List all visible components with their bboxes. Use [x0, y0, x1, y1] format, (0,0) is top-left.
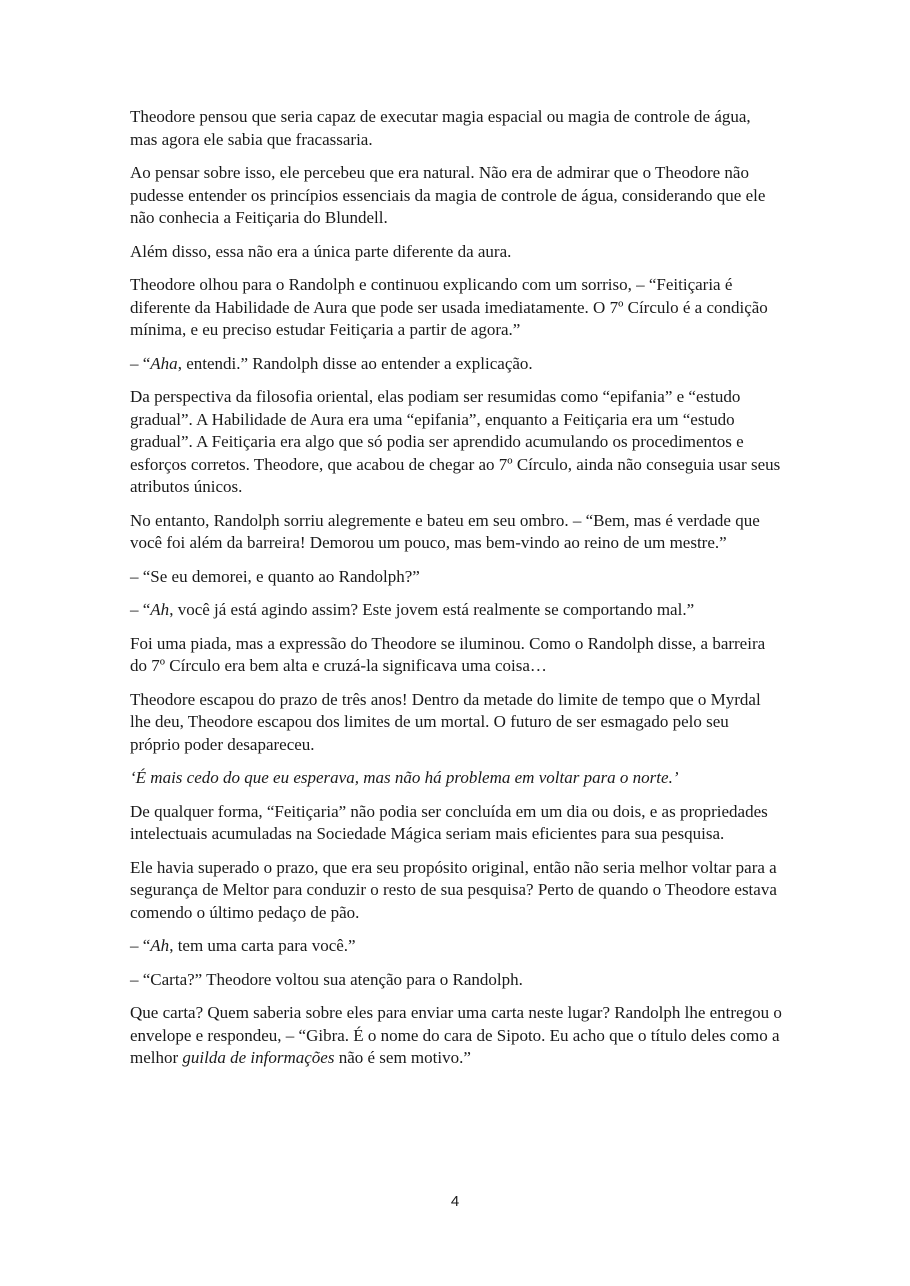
paragraph: Theodore pensou que seria capaz de executar magia espacial ou magia de controle de água, mas agora ele sabia que fracassaria. [130, 107, 751, 149]
paragraph: No entanto, Randolph sorriu alegremente e bateu em seu ombro. – “Bem, mas é verdade que você foi além da barreira! Demorou um pouco, mas bem-vindo ao reino de um mestre.” [130, 510, 760, 552]
paragraph: Da perspectiva da filosofia oriental, elas podiam ser resumidas como “epifania” e “estudo gradual”. A Habilidade de Aura era uma “epifania”, enquanto a Feitiçaria era um “estudo gradual”. A Feitiçaria era algo que só podia ser aprendido acumulando os procedimentos e esforços corretos. Theodore, que acabou de chegar ao 7º Círculo, ainda não conseguia usar seus atributos únicos. [130, 387, 781, 496]
paragraph: Ele havia superado o prazo, que era seu propósito original, então não seria melhor voltar para a segurança de Meltor para conduzir o resto de sua pesquisa? Perto de quando o Theodore estava comendo o último pedaço de pão. [130, 857, 777, 922]
paragraph: Theodore olhou para o Randolph e continuou explicando com um sorriso, – “Feitiçaria é diferente da Habilidade de Aura que pode ser usada imediatamente. O 7º Círculo é a condição mínima, e eu preciso estudar Feitiçaria a partir de agora.” [130, 275, 768, 339]
italic-thought-paragraph: ‘É mais cedo do que eu esperava, mas não há problema em voltar para o norte.’ [130, 768, 679, 787]
paragraph: De qualquer forma, “Feitiçaria” não podia ser concluída em um dia ou dois, e as propriedades intelectuais acumuladas na Sociedade Mágica seriam mais eficientes para sua pesquisa. [130, 801, 768, 843]
paragraph: Ao pensar sobre isso, ele percebeu que era natural. Não era de admirar que o Theodore não pudesse entender os princípios essenciais da magia de controle de água, considerando que ele não conhecia a Feitiçaria do Blundell. [130, 163, 766, 227]
paragraph: – “Se eu demorei, e quanto ao Randolph?” [130, 566, 420, 586]
text-run: não é sem motivo.” [334, 1048, 471, 1067]
emphasis: Aha [150, 353, 178, 373]
page-number: 4 [450, 1193, 460, 1210]
emphasis: Ah [150, 936, 170, 955]
emphasis: guilda de informações [182, 1048, 335, 1067]
text-run: , você já está agindo assim? Este jovem está realmente se comportando mal.” [169, 600, 695, 619]
text-run: – “ [130, 353, 151, 373]
text-run: – “ [130, 936, 151, 955]
paragraph: Além disso, essa não era a única parte diferente da aura. [130, 241, 512, 261]
paragraph [130, 599, 782, 622]
document-body [130, 106, 782, 1081]
paragraph [130, 935, 782, 958]
paragraph: – “Carta?” Theodore voltou sua atenção para o Randolph. [130, 969, 523, 989]
emphasis: Ah [150, 600, 170, 619]
text-run: , tem uma carta para você.” [169, 936, 356, 955]
paragraph [130, 353, 782, 376]
text-run: , entendi.” Randolph disse ao entender a explicação. [177, 353, 533, 373]
paragraph: Theodore escapou do prazo de três anos! Dentro da metade do limite de tempo que o Myrdal lhe deu, Theodore escapou dos limites de um mortal. O futuro de ser esmagado pelo seu próprio poder desapareceu. [130, 689, 761, 754]
text-run: – “ [130, 600, 151, 619]
paragraph: Foi uma piada, mas a expressão do Theodore se iluminou. Como o Randolph disse, a barreira do 7º Círculo era bem alta e cruzá-la significava uma coisa… [130, 633, 766, 675]
text-run: Que carta? Quem saberia sobre eles para enviar uma carta neste lugar? Randolph lhe entregou o envelope e respondeu, – “Gibra. É o nome do cara de Sipoto. Eu acho que o título deles como a melhor [130, 1003, 782, 1067]
paragraph [130, 1002, 782, 1070]
